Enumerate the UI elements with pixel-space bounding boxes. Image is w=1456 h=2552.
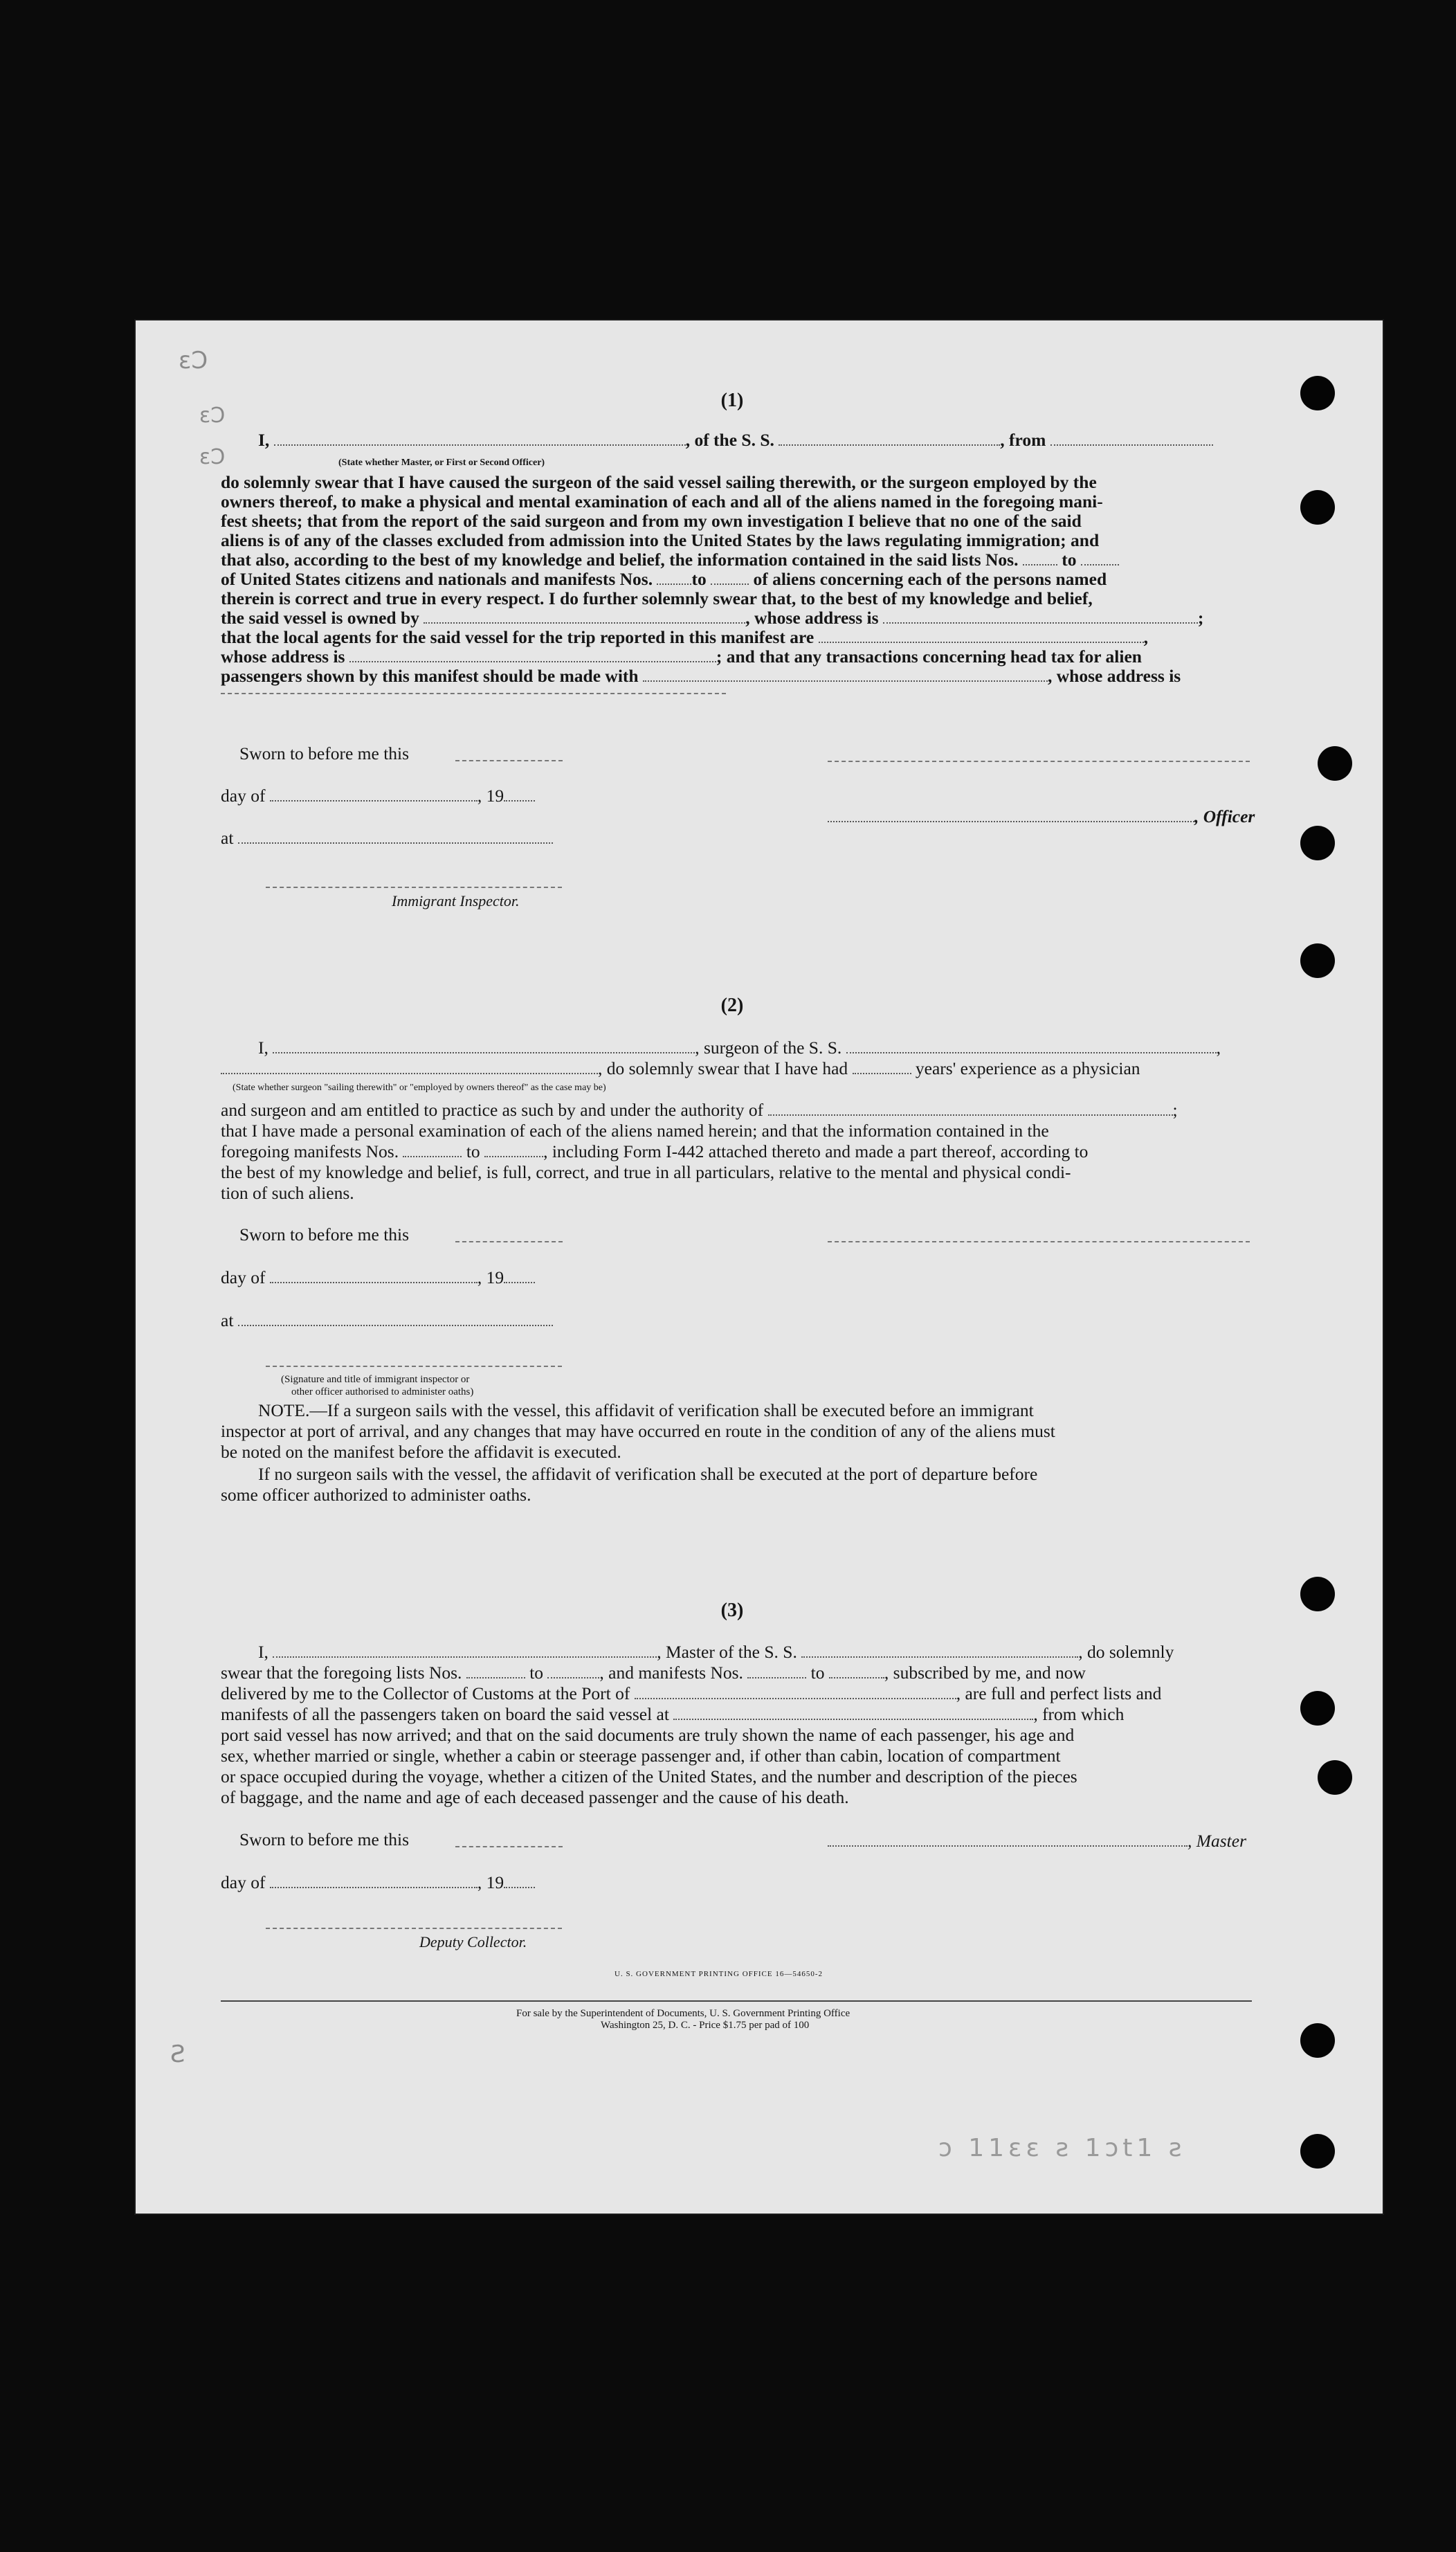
deputy-collector-label: Deputy Collector. <box>419 1933 527 1951</box>
signature-note: (Signature and title of immigrant inspector or <box>281 1374 470 1385</box>
surgeon-note: (State whether surgeon "sailing therewith" or "employed by owners thereof" as the case may be) <box>233 1083 606 1093</box>
note-text: be noted on the manifest before the affidavit is executed. <box>221 1442 621 1462</box>
master-signature: , Master <box>828 1831 1246 1852</box>
note-text: inspector at port of arrival, and any changes that may have occurred en route in the condition of any of the aliens must <box>221 1421 1055 1441</box>
blank-line <box>221 693 726 694</box>
officer-note: (State whether Master, or First or Second Officer) <box>338 458 545 468</box>
signature-note: other officer authorised to administer oaths) <box>291 1386 474 1397</box>
punch-hole <box>1300 1577 1335 1611</box>
margin-mark: ɛƆ <box>199 445 226 469</box>
sale-note: For sale by the Superintendent of Documents, U. S. Government Printing Office <box>516 2008 850 2019</box>
sworn-label: Sworn to before me this <box>239 743 410 763</box>
oath-text: sex, whether married or single, whether a cabin or steerage passenger and, if other than cabin, location of compartment <box>221 1746 1061 1766</box>
punch-hole <box>1300 826 1335 860</box>
day-of-label: day of , 19 <box>221 1872 535 1893</box>
oath-text: that I have made a personal examination of each of the aliens named herein; and that the information contained in the <box>221 1121 1049 1141</box>
officer-signature: , Officer <box>828 806 1255 827</box>
signature-line <box>828 761 1250 762</box>
signature-line <box>266 1928 562 1929</box>
punch-hole <box>1300 2023 1335 2058</box>
at-label: at <box>221 828 553 849</box>
section1-line1: I, , of the S. S. , from <box>258 430 1213 451</box>
oath-text: of baggage, and the name and age of each deceased passenger and the cause of his death. <box>221 1787 849 1807</box>
oath-text: whose address is ; and that any transactions concerning head tax for alien <box>221 646 1142 667</box>
oath-text: or space occupied during the voyage, whether a citizen of the United States, and the number and description of the pieces <box>221 1766 1077 1786</box>
oath-text: do solemnly swear that I have caused the surgeon of the said vessel sailing therewith, or the surgeon employed by the <box>221 472 1097 492</box>
oath-text: foregoing manifests Nos. to , including Form I-442 attached thereto and made a part thereof, according to <box>221 1141 1089 1161</box>
note-text: NOTE.—If a surgeon sails with the vessel, this affidavit of verification shall be executed before an immigrant <box>258 1400 1034 1420</box>
oath-text: passengers shown by this manifest should be made with , whose address is <box>221 666 1181 686</box>
sworn-label: Sworn to before me this <box>239 1829 410 1849</box>
signature-line <box>828 1241 1250 1242</box>
punch-hole <box>1300 490 1335 525</box>
margin-mark: ɛƆ <box>179 347 208 374</box>
punch-hole <box>1300 2134 1335 2169</box>
margin-mark: ɛƆ <box>199 404 226 428</box>
oath-text: port said vessel has now arrived; and that on the said documents are truly shown the name of each passenger, his age and <box>221 1725 1075 1745</box>
day-of-label: day of , 19 <box>221 1267 535 1288</box>
immigrant-inspector-label: Immigrant Inspector. <box>392 892 520 910</box>
day-of-label: day of , 19 <box>221 786 535 806</box>
punch-hole <box>1318 1760 1352 1795</box>
footer-rule <box>221 2000 1252 2002</box>
oath-text: that the local agents for the said vessel for the trip reported in this manifest are , <box>221 627 1148 647</box>
oath-text: of United States citizens and nationals and manifests Nos. to of aliens concerning each of the persons named <box>221 569 1107 589</box>
section3-line1: I, , Master of the S. S. , do solemnly <box>258 1642 1174 1662</box>
oath-text: manifests of all the passengers taken on board the said vessel at , from which <box>221 1704 1125 1724</box>
note-text: some officer authorized to administer oaths. <box>221 1485 531 1505</box>
stamp-number: ɔ 11ɛɛ ƨ 1ɔt1 ƨ <box>938 2134 1186 2162</box>
sale-note: Washington 25, D. C. - Price $1.75 per pad of 100 <box>601 2020 810 2031</box>
note-text: If no surgeon sails with the vessel, the affidavit of verification shall be executed at the port of departure before <box>258 1464 1038 1484</box>
oath-text: the said vessel is owned by , whose address is ; <box>221 608 1204 628</box>
oath-text: fest sheets; that from the report of the said surgeon and from my own investigation I believe that no one of the said <box>221 511 1082 531</box>
at-label: at <box>221 1310 553 1331</box>
punch-hole <box>1300 1691 1335 1726</box>
oath-text: owners thereof, to make a physical and mental examination of each and all of the aliens named in the foregoing mani- <box>221 491 1103 512</box>
punch-hole <box>1300 943 1335 978</box>
sworn-label: Sworn to before me this <box>239 1224 410 1245</box>
oath-text: the best of my knowledge and belief, is full, correct, and true in all particulars, relative to the mental and physical condi- <box>221 1162 1071 1182</box>
section2-line1: I, , surgeon of the S. S. , <box>258 1038 1221 1058</box>
oath-text: and surgeon and am entitled to practice as such by and under the authority of ; <box>221 1100 1178 1120</box>
oath-text: therein is correct and true in every respect. I do further solemnly swear that, to the best of my knowledge and belief, <box>221 588 1093 608</box>
oath-text: delivered by me to the Collector of Customs at the Port of , are full and perfect lists and <box>221 1683 1162 1703</box>
oath-text: tion of such aliens. <box>221 1183 354 1203</box>
signature-line <box>266 887 562 888</box>
section-number: (3) <box>720 1600 744 1621</box>
section2-line2: , do solemnly swear that I have had years' experience as a physician <box>221 1058 1140 1079</box>
section-number: (1) <box>720 390 744 411</box>
oath-text: swear that the foregoing lists Nos. to , and manifests Nos. to , subscribed by me, and now <box>221 1663 1086 1683</box>
form-page <box>136 320 1383 2214</box>
section-number: (2) <box>720 995 744 1016</box>
oath-text: that also, according to the best of my knowledge and belief, the information contained in the said lists Nos. to <box>221 550 1119 570</box>
gpo-imprint: U. S. GOVERNMENT PRINTING OFFICE 16—54650-2 <box>615 1970 823 1978</box>
punch-hole <box>1300 376 1335 410</box>
signature-line <box>266 1366 562 1367</box>
oath-text: aliens is of any of the classes excluded from admission into the United States by the laws regulating immigration; and <box>221 530 1100 550</box>
punch-hole <box>1318 746 1352 781</box>
margin-mark: Ƨ <box>170 2040 185 2068</box>
